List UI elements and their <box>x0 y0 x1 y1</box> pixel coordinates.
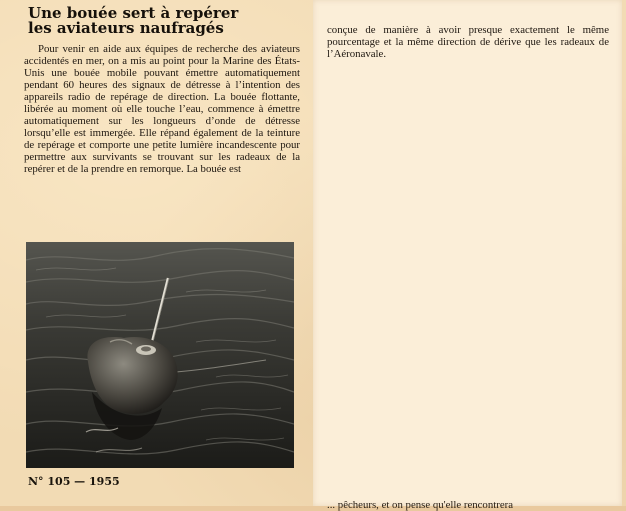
issue-number: N° 105 — 1955 <box>28 475 120 488</box>
right-column <box>313 0 622 511</box>
buoy-photo <box>26 242 294 468</box>
cut-off-text: ... pêcheurs, et on pense qu'elle rencontrera <box>327 499 514 511</box>
left-column <box>24 6 300 175</box>
buoy-in-water-photo-icon <box>26 242 294 468</box>
article-headline <box>28 6 300 36</box>
article-body-right: conçue de manière à avoir presque exactement le même pourcentage et la même direction de dérive que les radeaux de l’Aéronavale. <box>327 24 609 60</box>
article-body-left: Pour venir en aide aux équipes de recherche des aviateurs accidentés en mer, on a mis au point pour la Marine des États-Unis une bouée mobile pouvant émettre automatiquement pendant 60 heures des signaux de détresse à l’intention des appareils radio de repérage de direction. La bouée flottante, libérée au moment où elle touche l’eau, commence à émettre automatiquement sur les longueurs d’onde de détresse lorsqu’elle est immergée. Elle répand également de la teinture de repérage et comporte une petite lumière incandescente pour permettre aux survivants se trouvant sur les radeaux de la repérer et de la prendre en remorque. La bouée est <box>24 43 300 175</box>
headline-line-1: Une bouée sert à repérer <box>28 4 239 22</box>
headline-line-2: les aviateurs naufragés <box>28 19 224 37</box>
